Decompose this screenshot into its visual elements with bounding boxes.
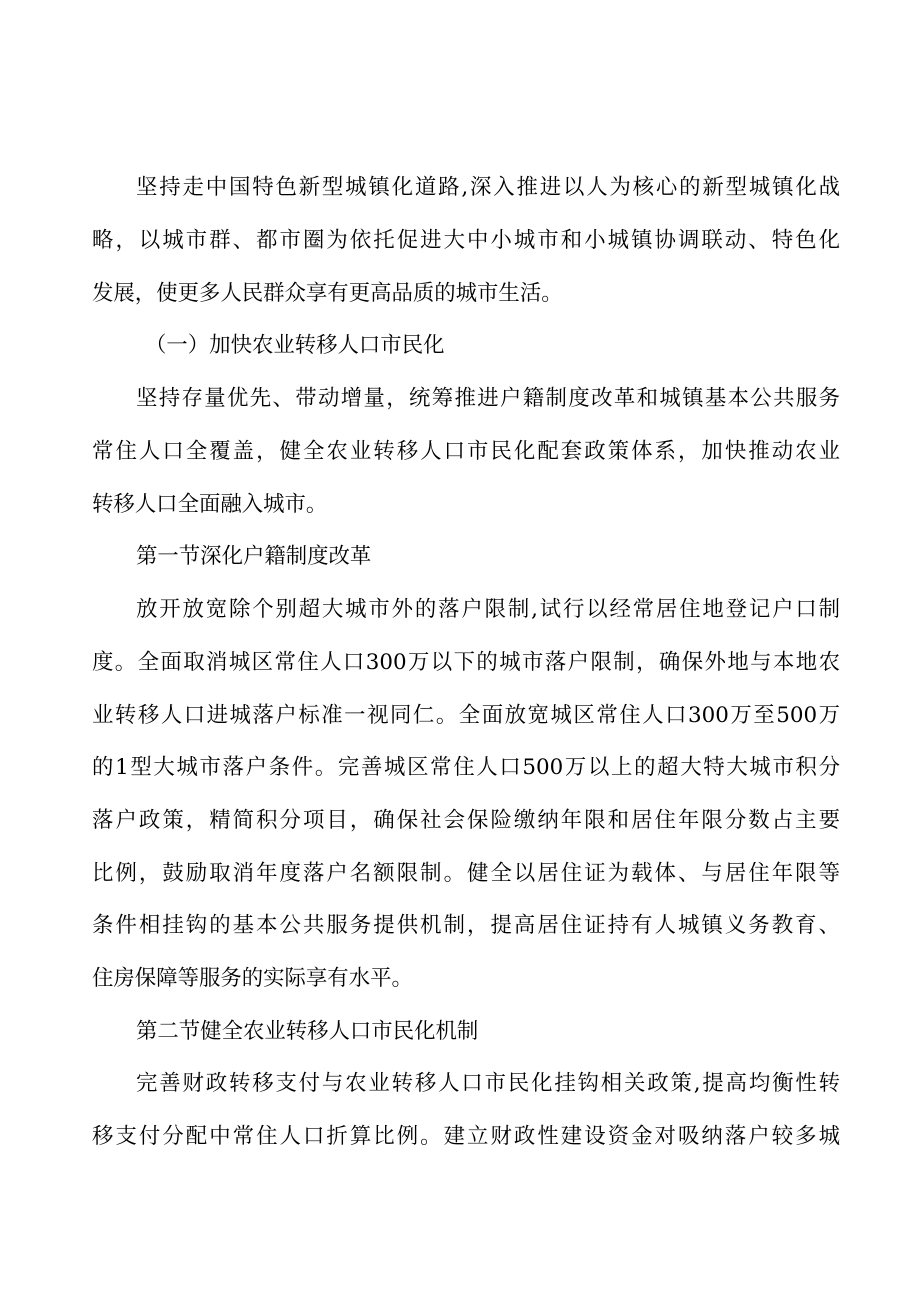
paragraph-3-line-1: 放开放宽除个别超大城市外的落户限制,试行以经常居住地登记户口制 [136, 597, 840, 622]
section-heading-1: （一）加快农业转移人口市民化 [145, 333, 445, 358]
paragraph-4-line-1: 完善财政转移支付与农业转移人口市民化挂钩相关政策,提高均衡性转 [136, 1071, 840, 1096]
paragraph-1-line-2: 略，以城市群、都市圈为依托促进大中小城市和小城镇协调联动、特色化 [92, 228, 840, 253]
paragraph-3-line-2: 度。全面取消城区常住人口300万以下的城市落户限制，确保外地与本地农 [92, 650, 840, 675]
paragraph-3-line-5: 落户政策，精简积分项目，确保社会保险缴纳年限和居住年限分数占主要 [92, 808, 840, 833]
paragraph-1-line-3: 发展，使更多人民群众享有更高品质的城市生活。 [92, 281, 563, 306]
paragraph-2-line-3: 转移人口全面融入城市。 [92, 492, 328, 517]
paragraph-3-line-7: 条件相挂钩的基本公共服务提供机制，提高居住证持有人城镇义务教育、 [92, 913, 840, 938]
paragraph-1-line-1: 坚持走中国特色新型城镇化道路,深入推进以人为核心的新型城镇化战 [136, 175, 840, 200]
section-heading-3: 第二节健全农业转移人口市民化机制 [136, 1019, 479, 1044]
paragraph-3-line-6: 比例，鼓励取消年度落户名额限制。健全以居住证为载体、与居住年限等 [92, 861, 840, 886]
paragraph-2-line-2: 常住人口全覆盖，健全农业转移人口市民化配套政策体系，加快推动农业 [92, 439, 840, 464]
paragraph-3-line-4: 的1型大城市落户条件。完善城区常住人口500万以上的超大特大城市积分 [92, 755, 840, 780]
paragraph-3-line-3: 业转移人口进城落户标准一视同仁。全面放宽城区常住人口300万至500万 [92, 703, 840, 728]
paragraph-4-line-2: 移支付分配中常住人口折算比例。建立财政性建设资金对吸纳落户较多城 [92, 1124, 840, 1149]
paragraph-3-line-8: 住房保障等服务的实际享有水平。 [92, 966, 413, 991]
paragraph-2-line-1: 坚持存量优先、带动增量，统筹推进户籍制度改革和城镇基本公共服务 [136, 386, 840, 411]
section-heading-2: 第一节深化户籍制度改革 [136, 544, 372, 569]
